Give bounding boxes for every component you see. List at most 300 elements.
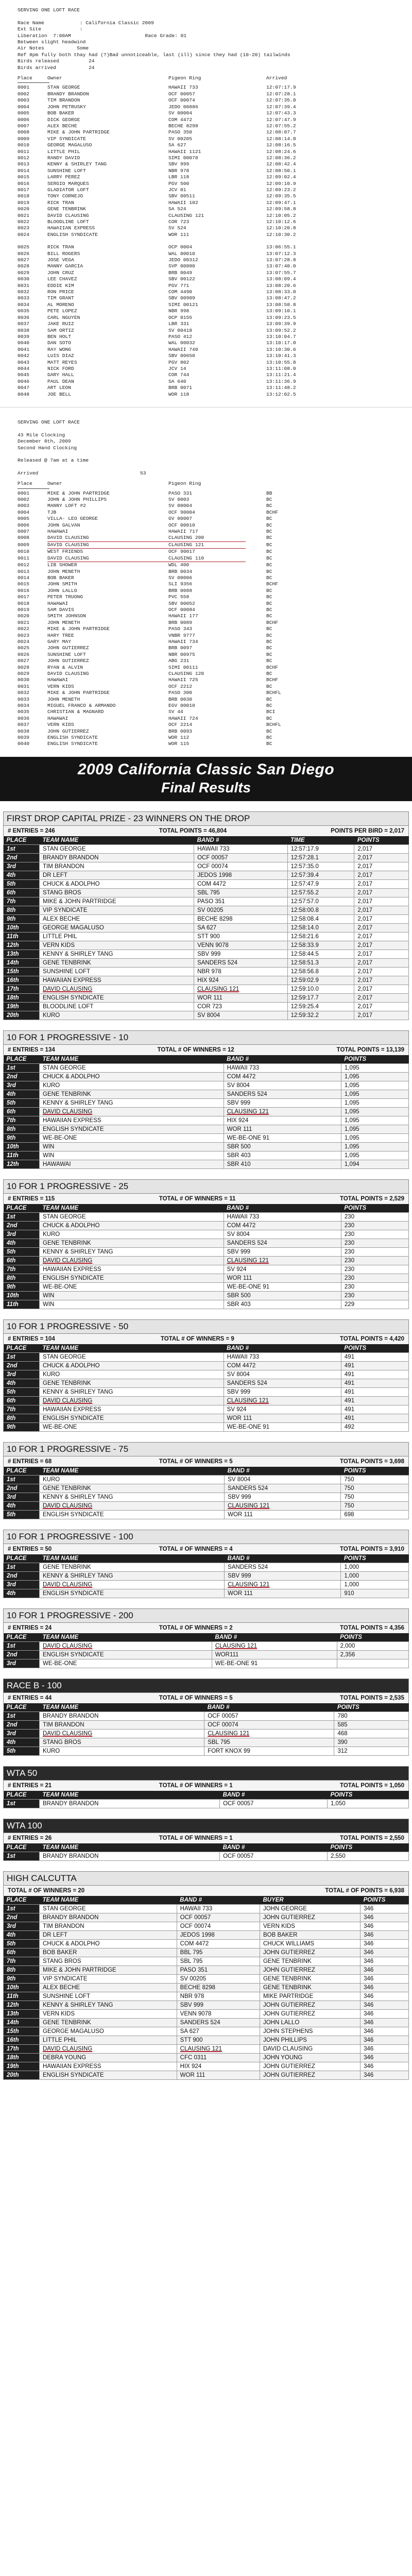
data-cell: JOHN PHILLIPS xyxy=(260,2036,360,2044)
data-cell: OCF 00057 xyxy=(177,1913,260,1922)
list-item xyxy=(18,174,394,180)
note-cell xyxy=(246,633,266,639)
table-row xyxy=(4,1265,409,1274)
result-section xyxy=(3,1530,409,1598)
data-cell: 346 xyxy=(360,1948,409,1957)
banner-title: 2009 California Classic San Diego xyxy=(77,760,335,778)
place-cell: 5th xyxy=(4,1387,40,1396)
column-header: PLACE xyxy=(4,1554,40,1563)
data-cell: DAVID CLAUSING xyxy=(40,1580,225,1589)
place-cell: 0035 xyxy=(18,709,30,715)
pigeon-ring-cell: BRB 0097 xyxy=(168,645,193,651)
owner-cell: HAWAIIAN EXPRESS xyxy=(47,225,95,231)
data-cell: SV 00205 xyxy=(177,1974,260,1983)
column-header: PLACE xyxy=(4,1055,40,1064)
pigeon-ring-cell: LBR 118 xyxy=(168,174,190,180)
place-cell: 2nd xyxy=(4,1361,40,1370)
data-cell: SV 8004 xyxy=(225,1475,341,1484)
arrived-cell: 13:11:21.4 xyxy=(266,372,296,378)
note-cell xyxy=(246,110,266,116)
data-cell: ENGLISH SYNDICATE xyxy=(40,1510,225,1519)
note-cell xyxy=(246,503,266,509)
data-cell: 12:59:25.4 xyxy=(287,1002,354,1011)
table-row xyxy=(4,950,409,958)
data-cell: CHUCK & ADOLPHO xyxy=(40,1361,224,1370)
place-cell: 16th xyxy=(4,2036,40,2044)
column-header: BAND # xyxy=(177,1896,260,1905)
data-cell: 346 xyxy=(360,1930,409,1939)
header-line: Race Name : California Classic 2009 xyxy=(18,20,154,26)
owner-cell: SMITH JOHNSON xyxy=(47,613,86,619)
pigeon-ring-cell: CLAUSING 110 xyxy=(168,555,246,562)
owner-cell: HAWAWAI xyxy=(47,529,68,535)
note-cell xyxy=(246,219,266,225)
data-cell: GENE TENBRINK xyxy=(40,1484,225,1493)
pigeon-ring-cell: HAWAII 102 xyxy=(168,199,198,206)
note-cell xyxy=(246,302,266,308)
owner-cell: SERGIO MARQUES xyxy=(47,180,89,187)
place-cell: 7th xyxy=(4,897,40,906)
note-cell xyxy=(246,161,266,167)
stat-value: # ENTRIES = 68 xyxy=(8,1458,52,1465)
list-item xyxy=(18,360,394,366)
data-cell: 346 xyxy=(360,1983,409,1992)
place-cell: 6th xyxy=(4,1256,40,1265)
data-cell: 2,017 xyxy=(354,897,409,906)
data-cell: BRANDY BRANDON xyxy=(40,853,194,862)
section-title: HIGH CALCUTTA xyxy=(3,1871,409,1886)
column-header: POINTS xyxy=(327,1791,408,1800)
data-cell: WIN xyxy=(40,1151,224,1160)
pigeon-ring-cell: COM 4490 xyxy=(168,289,193,295)
table-row xyxy=(4,1414,409,1422)
list-item xyxy=(18,684,394,690)
data-cell: STT 900 xyxy=(194,932,288,941)
note-cell xyxy=(246,174,266,180)
pigeon-ring-cell: PGV 771 xyxy=(168,282,190,289)
place-cell: 0012 xyxy=(18,562,30,568)
arrived-cell: BCHF xyxy=(266,509,279,515)
list-item xyxy=(18,671,394,677)
pigeon-ring-cell: CLAUSING 120 xyxy=(168,671,204,676)
place-cell: 14th xyxy=(4,2018,40,2027)
table-header-row xyxy=(4,1843,409,1852)
owner-cell: JOE BELL xyxy=(47,391,72,397)
place-cell: 14th xyxy=(4,958,40,967)
owner-cell: LITTLE PHIL xyxy=(47,148,80,155)
table-header-row xyxy=(4,1633,409,1642)
data-cell: 230 xyxy=(341,1291,408,1300)
place-cell: 17th xyxy=(4,2044,40,2053)
section-title: WTA 50 xyxy=(3,1766,409,1781)
arrived-cell: 12:08:50.1 xyxy=(266,167,296,174)
place-cell: 3rd xyxy=(4,1729,40,1738)
arrived-cell: BC xyxy=(266,658,272,664)
owner-cell: CHRISTIAN & MAGNARD xyxy=(47,709,104,715)
note-cell xyxy=(246,276,266,282)
table-row xyxy=(4,1904,409,1913)
data-cell: 2,017 xyxy=(354,941,409,950)
column-header: PLACE xyxy=(4,1467,40,1476)
place-cell: 0046 xyxy=(18,378,30,384)
data-cell: JOHN GUTIERREZ xyxy=(260,2062,360,2071)
place-cell: 0039 xyxy=(18,735,30,741)
table-row xyxy=(4,906,409,914)
place-cell: 0004 xyxy=(18,509,30,515)
arrived-cell: BCHFL xyxy=(266,690,281,696)
arrived-cell: 12:09:10.9 xyxy=(266,180,296,187)
data-cell: SBR 403 xyxy=(224,1151,341,1160)
list-item xyxy=(18,703,394,709)
data-cell: 750 xyxy=(341,1484,409,1493)
data-cell: DAVID CLAUSING xyxy=(40,1729,204,1738)
owner-cell: RANDY DAVID xyxy=(47,155,80,161)
data-cell: STAN GEORGE xyxy=(40,1352,224,1361)
place-cell: 1st xyxy=(4,844,40,853)
list-item xyxy=(18,503,394,509)
place-cell: 0038 xyxy=(18,728,30,734)
arrival-list-continued xyxy=(18,244,394,398)
place-cell: 0020 xyxy=(18,613,30,619)
owner-cell: DAVID CLAUSING xyxy=(47,555,168,562)
results-table xyxy=(3,1204,409,1309)
data-cell: 491 xyxy=(341,1414,408,1422)
data-cell: ALEX BECHE xyxy=(40,914,194,923)
data-cell: SBV 999 xyxy=(194,950,288,958)
place-cell: 0038 xyxy=(18,327,30,333)
stat-value: # ENTRIES = 134 xyxy=(8,1046,55,1053)
data-cell: 346 xyxy=(360,1904,409,1913)
list-item xyxy=(18,658,394,664)
table-row xyxy=(4,1361,409,1370)
place-cell: 0023 xyxy=(18,632,30,638)
list-item xyxy=(18,110,394,116)
place-cell: 3rd xyxy=(4,1230,40,1239)
data-cell: 1,000 xyxy=(341,1580,409,1589)
place-cell: 18th xyxy=(4,993,40,1002)
note-cell xyxy=(246,594,266,600)
place-cell: 7th xyxy=(4,1957,40,1965)
data-cell: 2,017 xyxy=(354,879,409,888)
section-stats xyxy=(3,1833,409,1843)
data-cell: 346 xyxy=(360,2036,409,2044)
data-cell: SV 8004 xyxy=(224,1370,341,1379)
owner-cell: BRANDY BRANDON xyxy=(47,91,89,97)
data-cell: OCF 00057 xyxy=(220,1799,328,1808)
place-cell: 0011 xyxy=(18,555,30,561)
place-cell: 0002 xyxy=(18,497,30,503)
pigeon-ring-cell: VNBR 9777 xyxy=(168,632,195,638)
data-cell: COM 4472 xyxy=(224,1361,341,1370)
place-cell: 1st xyxy=(4,1352,40,1361)
data-cell: GENE TENBRINK xyxy=(40,1090,224,1098)
table-row xyxy=(4,1711,409,1720)
list-item xyxy=(18,347,394,353)
section-title: RACE B - 100 xyxy=(3,1679,409,1693)
column-header: TEAM NAME xyxy=(40,1633,212,1642)
data-cell: STAN GEORGE xyxy=(40,1904,177,1913)
data-cell: 230 xyxy=(341,1247,408,1256)
arrived-cell: BC xyxy=(266,522,272,528)
section-stats xyxy=(3,1544,409,1554)
data-cell: 12:57:28.1 xyxy=(287,853,354,862)
list-item xyxy=(18,200,394,206)
arrived-cell: 13:09:39.9 xyxy=(266,321,296,327)
table-row xyxy=(4,2018,409,2027)
column-header: TEAM NAME xyxy=(40,1344,224,1353)
pigeon-ring-cell: BRB 0093 xyxy=(168,728,193,734)
data-cell: HAWAII 733 xyxy=(224,1063,341,1072)
column-header: POINTS xyxy=(341,1344,408,1353)
data-cell: 2,017 xyxy=(354,950,409,958)
arrived-cell: 12:08:07.7 xyxy=(266,129,296,135)
note-cell xyxy=(246,728,266,735)
pigeon-ring-cell: BRB 0089 xyxy=(168,619,193,625)
page-divider xyxy=(0,407,412,412)
table-row xyxy=(4,1930,409,1939)
data-cell: BECHE 8298 xyxy=(177,1983,260,1992)
data-cell: GENE TENBRINK xyxy=(260,1983,360,1992)
place-cell: 0008 xyxy=(18,535,30,541)
data-cell: COM 4472 xyxy=(177,1939,260,1948)
place-cell: 0001 xyxy=(18,490,30,496)
arrived-line xyxy=(18,65,394,71)
table-row xyxy=(4,2001,409,2009)
place-cell: 1st xyxy=(4,1212,40,1221)
list-item xyxy=(18,722,394,728)
arrived-cell: BC xyxy=(266,703,272,709)
results-table xyxy=(3,1633,409,1668)
place-cell: 0018 xyxy=(18,600,30,606)
place-cell: 19th xyxy=(4,2062,40,2071)
data-cell: KENNY & SHIRLEY TANG xyxy=(40,1098,224,1107)
column-header: POINTS xyxy=(360,1896,409,1905)
data-cell: 12:58:14.0 xyxy=(287,923,354,932)
note-cell xyxy=(246,588,266,594)
data-cell: WOR 111 xyxy=(225,1589,341,1598)
place-cell: 12th xyxy=(4,1160,40,1168)
owner-cell: DAVID CLAUSING xyxy=(47,542,168,549)
data-cell: HAWAII 733 xyxy=(194,844,288,853)
list-item xyxy=(18,626,394,632)
place-cell: 8th xyxy=(4,1125,40,1133)
note-cell xyxy=(246,340,266,346)
table-header-row xyxy=(4,1344,409,1353)
place-cell: 2nd xyxy=(4,1484,40,1493)
table-row xyxy=(4,2036,409,2044)
arrived-cell: 12:07:43.3 xyxy=(266,110,296,116)
column-header: POINTS xyxy=(354,836,409,845)
arrived-cell: 13:12:02.5 xyxy=(266,391,296,397)
data-cell: KENNY & SHIRLEY TANG xyxy=(40,1247,224,1256)
result-section xyxy=(3,811,409,1020)
data-cell: 2,017 xyxy=(354,862,409,871)
list-item xyxy=(18,601,394,607)
place-cell: 0022 xyxy=(18,626,30,632)
pigeon-ring-cell: PASO 331 xyxy=(168,490,193,496)
place-cell: 1st xyxy=(4,1799,40,1808)
column-header: BAND # xyxy=(225,1554,341,1563)
owner-cell: MATT REYES xyxy=(47,359,77,365)
pigeon-ring-cell: SBV 00122 xyxy=(168,276,195,282)
pigeon-ring-cell: OCP 0004 xyxy=(168,244,193,250)
table-row xyxy=(4,1484,409,1493)
data-cell: OCF 00057 xyxy=(220,1852,328,1860)
header-line: Between slight headwind xyxy=(18,39,86,45)
list-item xyxy=(18,588,394,594)
data-cell: HAWAII 733 xyxy=(224,1212,341,1221)
data-cell: 1,095 xyxy=(341,1142,408,1151)
data-cell: GEORGE MAGALUSO xyxy=(40,923,194,932)
data-cell: WOR 111 xyxy=(224,1414,341,1422)
data-cell: VERN KIDS xyxy=(260,1922,360,1930)
list-item xyxy=(18,735,394,741)
pigeon-ring-cell: WDL 400 xyxy=(168,562,190,568)
pigeon-ring-cell: SV 00006 xyxy=(168,574,193,581)
arrived-cell: 13:08:20.6 xyxy=(266,282,296,289)
pigeon-ring-cell: OCF 00057 xyxy=(168,91,195,97)
result-section xyxy=(3,1319,409,1432)
data-cell: HAWAIIAN EXPRESS xyxy=(40,1405,224,1414)
list-item xyxy=(18,289,394,295)
table-header-row xyxy=(4,1554,409,1563)
list-item xyxy=(18,334,394,340)
data-cell: VERN KIDS xyxy=(40,2009,177,2018)
data-cell: CLAUSING 121 xyxy=(225,1580,341,1589)
data-cell: STANG BROS xyxy=(40,1957,177,1965)
pigeon-ring-cell: SV 524 xyxy=(168,225,186,231)
column-header: POINTS xyxy=(337,1633,408,1642)
data-cell: 12:58:08.4 xyxy=(287,914,354,923)
data-cell: KENNY & SHIRLEY TANG xyxy=(40,1493,225,1501)
owner-cell: JOSE VEGA xyxy=(47,257,74,263)
arrived-cell: 13:10:55.8 xyxy=(266,359,296,365)
data-cell: WOR 111 xyxy=(177,2071,260,2079)
data-cell: 2,017 xyxy=(354,906,409,914)
place-cell: 0024 xyxy=(18,638,30,645)
place-cell: 0009 xyxy=(18,541,30,548)
results-table xyxy=(3,1467,409,1519)
section-stats xyxy=(3,1194,409,1204)
pigeon-ring-cell: SA 640 xyxy=(168,378,186,384)
data-cell: KURO xyxy=(40,1475,225,1484)
list-item xyxy=(18,581,394,587)
owner-cell: DAVID CLAUSING xyxy=(47,671,89,676)
table-row xyxy=(4,1125,409,1133)
note-cell xyxy=(246,516,266,522)
list-item xyxy=(18,645,394,651)
note-cell xyxy=(246,181,266,187)
place-cell: 0026 xyxy=(18,651,30,657)
list-item xyxy=(18,104,394,110)
note-cell xyxy=(246,671,266,677)
list-item xyxy=(18,129,394,135)
owner-cell: JAKE RUIZ xyxy=(47,321,74,327)
race-report-sheet-1 xyxy=(0,0,412,407)
note-cell xyxy=(246,549,266,555)
list-item xyxy=(18,270,394,276)
column-header: BAND # xyxy=(220,1791,328,1800)
place-cell: 15th xyxy=(4,967,40,976)
pigeon-ring-cell: BECHE 8298 xyxy=(168,123,198,129)
data-cell: WIN xyxy=(40,1142,224,1151)
list-item xyxy=(18,251,394,257)
data-cell: SBL 795 xyxy=(204,1738,334,1747)
sheet-header xyxy=(18,7,394,58)
place-cell: 9th xyxy=(4,914,40,923)
owner-cell: HAWAWAI xyxy=(47,677,68,683)
place-cell: 0007 xyxy=(18,529,30,535)
data-cell: DAVID CLAUSING xyxy=(40,985,194,993)
place-cell: 0045 xyxy=(18,372,30,378)
results-table xyxy=(3,1554,409,1598)
note-cell xyxy=(246,690,266,696)
data-cell: HAWAIIAN EXPRESS xyxy=(40,1265,224,1274)
place-cell: 0037 xyxy=(18,722,30,728)
race-report-sheet-2 xyxy=(0,412,412,757)
arrived-cell: BC xyxy=(266,606,272,613)
place-cell: 0042 xyxy=(18,353,30,359)
pigeon-ring-cell: WAL 00032 xyxy=(168,340,195,346)
data-cell: 230 xyxy=(341,1282,408,1291)
place-cell: 0016 xyxy=(18,587,30,594)
data-cell: DAVID CLAUSING xyxy=(40,1501,225,1510)
data-cell: COM 4472 xyxy=(194,879,288,888)
list-item xyxy=(18,594,394,600)
data-cell: 2,356 xyxy=(337,1650,408,1659)
table-row xyxy=(4,1475,409,1484)
table-row xyxy=(4,1160,409,1168)
pigeon-ring-cell: SLI 9356 xyxy=(168,581,193,587)
column-header: BAND # xyxy=(225,1467,341,1476)
table-row xyxy=(4,1563,409,1571)
arrived-cell: 13:06:55.1 xyxy=(266,244,296,250)
column-header: TEAM NAME xyxy=(40,836,194,845)
note-cell xyxy=(246,697,266,703)
section-title: 10 FOR 1 PROGRESSIVE - 25 xyxy=(3,1179,409,1194)
place-cell: 4th xyxy=(4,1589,40,1598)
place-cell: 0021 xyxy=(18,212,30,218)
header-line: SERVING ONE LOFT RACE xyxy=(18,419,80,425)
data-cell: 1,095 xyxy=(341,1072,408,1081)
column-header: BAND # xyxy=(224,1204,341,1213)
arrived-cell: 13:08:47.2 xyxy=(266,295,296,301)
note-cell xyxy=(246,366,266,372)
owner-cell: RAY WONG xyxy=(47,346,72,352)
header-line: SERVING ONE LOFT RACE xyxy=(18,7,80,13)
data-cell: 346 xyxy=(360,2001,409,2009)
data-cell: 346 xyxy=(360,1974,409,1983)
data-cell: 346 xyxy=(360,2062,409,2071)
note-cell xyxy=(246,193,266,199)
table-row xyxy=(4,1116,409,1125)
owner-cell: MANNY LOFT #2 xyxy=(47,503,86,509)
arrived-cell: 13:09:23.5 xyxy=(266,314,296,320)
pigeon-ring-cell: OCP 0155 xyxy=(168,314,193,320)
column-header: Arrived xyxy=(266,75,287,81)
table-row xyxy=(4,941,409,950)
pigeon-ring-cell: SV 00004 xyxy=(168,503,193,509)
arrived-cell: BC xyxy=(266,555,272,561)
table-header-row xyxy=(4,836,409,845)
column-header: POINTS xyxy=(341,1055,408,1064)
place-cell: 0033 xyxy=(18,696,30,702)
owner-cell: JOHN PETRUSKY xyxy=(47,104,86,110)
pigeon-ring-cell: PASO 343 xyxy=(168,626,193,632)
owner-cell: MIKE & JOHN PARTRIDGE xyxy=(47,129,110,135)
note-cell xyxy=(246,658,266,664)
table-row xyxy=(4,1221,409,1230)
